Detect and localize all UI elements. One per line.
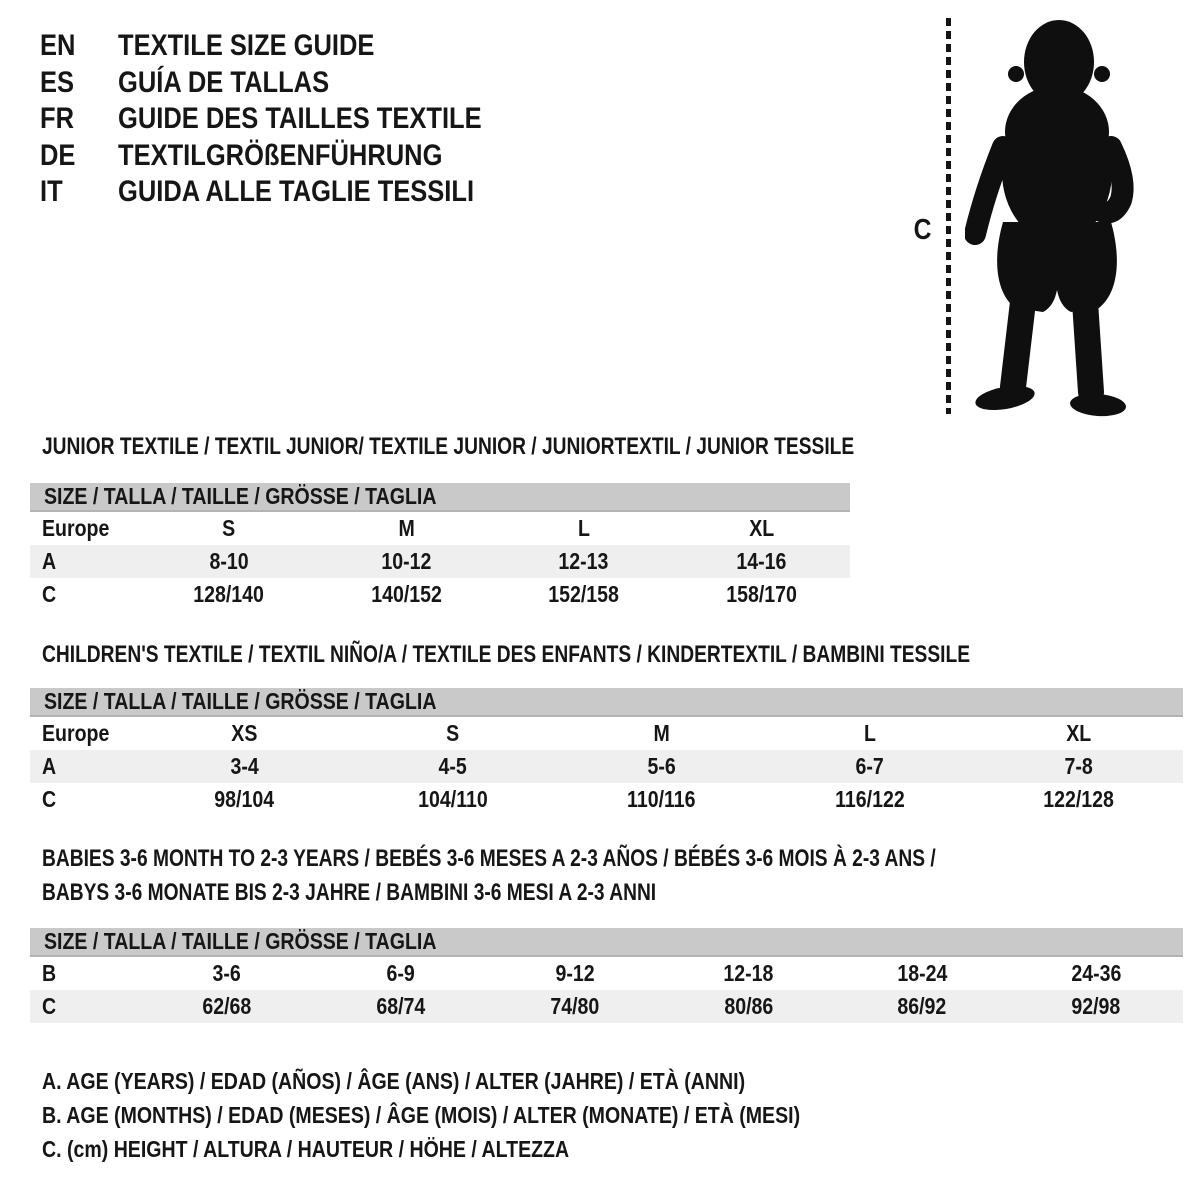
cell-value: 24-36 — [1071, 960, 1122, 986]
cell-value: 122/128 — [1043, 786, 1115, 812]
language-code: ES — [40, 65, 75, 99]
column-header: S — [222, 515, 236, 541]
cell-value: 128/140 — [193, 581, 265, 607]
cell-value: 12-18 — [723, 960, 774, 986]
language-row — [40, 138, 546, 175]
baby-silhouette-icon — [965, 12, 1155, 424]
cell-value: 5-6 — [647, 753, 676, 779]
cell-value: 92/98 — [1071, 993, 1121, 1019]
size-header-bar: SIZE / TALLA / TAILLE / GRÖSSE / TAGLIA — [30, 688, 1183, 717]
children-section-title: CHILDREN'S TEXTILE / TEXTIL NIÑO/A / TEXTILE DES ENFANTS / KINDERTEXTIL / BAMBINI TESSILE — [42, 641, 971, 668]
table-row — [30, 578, 850, 611]
language-code: DE — [40, 138, 76, 172]
cell-value: 3-6 — [212, 960, 242, 986]
cell-value: 18-24 — [897, 960, 948, 986]
cell-value: 3-4 — [230, 753, 259, 779]
column-header: XL — [748, 515, 774, 541]
cell-value: 80/86 — [723, 993, 773, 1019]
babies-title-line2: BABYS 3-6 MONATE BIS 2-3 JAHRE / BAMBINI 3-6 MESI A 2-3 ANNI — [42, 879, 657, 906]
column-header-row — [30, 717, 1183, 750]
legend-line-b: B. AGE (MONTHS) / EDAD (MESES) / ÂGE (MOIS) / ALTER (MONATE) / ETÀ (MESI) — [42, 1102, 801, 1128]
cell-value: 14-16 — [736, 548, 787, 574]
junior-size-table — [30, 483, 850, 611]
column-header: XL — [1066, 720, 1092, 746]
column-header: L — [577, 515, 590, 541]
column-header: XS — [231, 720, 258, 746]
cell-value: 116/122 — [835, 786, 905, 812]
row-label: A — [42, 548, 57, 574]
language-label: GUÍA DE TALLAS — [118, 65, 330, 99]
height-dashed-line — [946, 18, 951, 414]
row-label: A — [42, 753, 57, 779]
cell-value: 86/92 — [897, 993, 947, 1019]
measurement-legend — [42, 1064, 934, 1166]
column-header-row — [30, 512, 850, 545]
cell-value: 104/110 — [418, 786, 488, 812]
language-label: GUIDE DES TAILLES TEXTILE — [118, 102, 482, 136]
children-size-table — [30, 688, 1183, 816]
babies-size-table — [30, 928, 1183, 1023]
cell-value: 6-7 — [855, 753, 885, 779]
babies-title-line1: BABIES 3-6 MONTH TO 2-3 YEARS / BEBÉS 3-6 MESES A 2-3 AÑOS / BÉBÉS 3-6 MOIS À 2-3 ANS / — [42, 845, 936, 872]
row-label: C — [42, 581, 57, 607]
cell-value: 62/68 — [202, 993, 252, 1019]
size-header-bar: SIZE / TALLA / TAILLE / GRÖSSE / TAGLIA — [30, 928, 1183, 957]
legend-line-c: C. (cm) HEIGHT / ALTURA / HAUTEUR / HÖHE / ALTEZZA — [42, 1136, 570, 1162]
cell-value: 10-12 — [381, 548, 432, 574]
cell-value: 4-5 — [438, 753, 468, 779]
cell-value: 74/80 — [550, 993, 600, 1019]
cell-value: 140/152 — [370, 581, 442, 607]
column-header: M — [653, 720, 670, 746]
cell-value: 110/116 — [627, 786, 696, 812]
table-row — [30, 750, 1183, 783]
table-row — [30, 545, 850, 578]
cell-value: 8-10 — [209, 548, 249, 574]
column-header: M — [398, 515, 415, 541]
cell-value: 9-12 — [555, 960, 595, 986]
cell-value: 152/158 — [548, 581, 620, 607]
cell-value: 12-13 — [558, 548, 609, 574]
junior-section-title: JUNIOR TEXTILE / TEXTIL JUNIOR/ TEXTILE JUNIOR / JUNIORTEXTIL / JUNIOR TESSILE — [42, 433, 855, 460]
language-list — [40, 28, 546, 211]
region-label: Europe — [42, 720, 110, 746]
cell-value: 7-8 — [1064, 753, 1093, 779]
row-label: C — [42, 993, 57, 1019]
legend-line-a: A. AGE (YEARS) / EDAD (AÑOS) / ÂGE (ANS) / ALTER (JAHRE) / ETÀ (ANNI) — [42, 1068, 746, 1094]
language-label: TEXTILGRÖßENFÜHRUNG — [118, 138, 443, 172]
language-row — [40, 28, 546, 65]
region-label: Europe — [42, 515, 110, 541]
language-row — [40, 174, 546, 211]
height-measure-label: C — [913, 214, 932, 246]
table-row — [30, 783, 1183, 816]
size-header-bar: SIZE / TALLA / TAILLE / GRÖSSE / TAGLIA — [30, 483, 850, 512]
language-label: TEXTILE SIZE GUIDE — [118, 29, 375, 62]
language-code: IT — [40, 175, 63, 209]
column-header: L — [864, 720, 877, 746]
column-header: S — [446, 720, 460, 746]
language-row — [40, 101, 546, 138]
language-row — [40, 65, 546, 102]
language-code: EN — [40, 29, 76, 62]
table-row — [30, 990, 1183, 1023]
language-label: GUIDA ALLE TAGLIE TESSILI — [118, 175, 475, 209]
table-row — [30, 957, 1183, 990]
row-label: B — [42, 960, 57, 986]
babies-section-title — [42, 842, 1159, 910]
language-code: FR — [40, 102, 74, 136]
cell-value: 6-9 — [386, 960, 415, 986]
cell-value: 68/74 — [376, 993, 426, 1019]
cell-value: 98/104 — [214, 786, 275, 812]
row-label: C — [42, 786, 57, 812]
cell-value: 158/170 — [725, 581, 797, 607]
